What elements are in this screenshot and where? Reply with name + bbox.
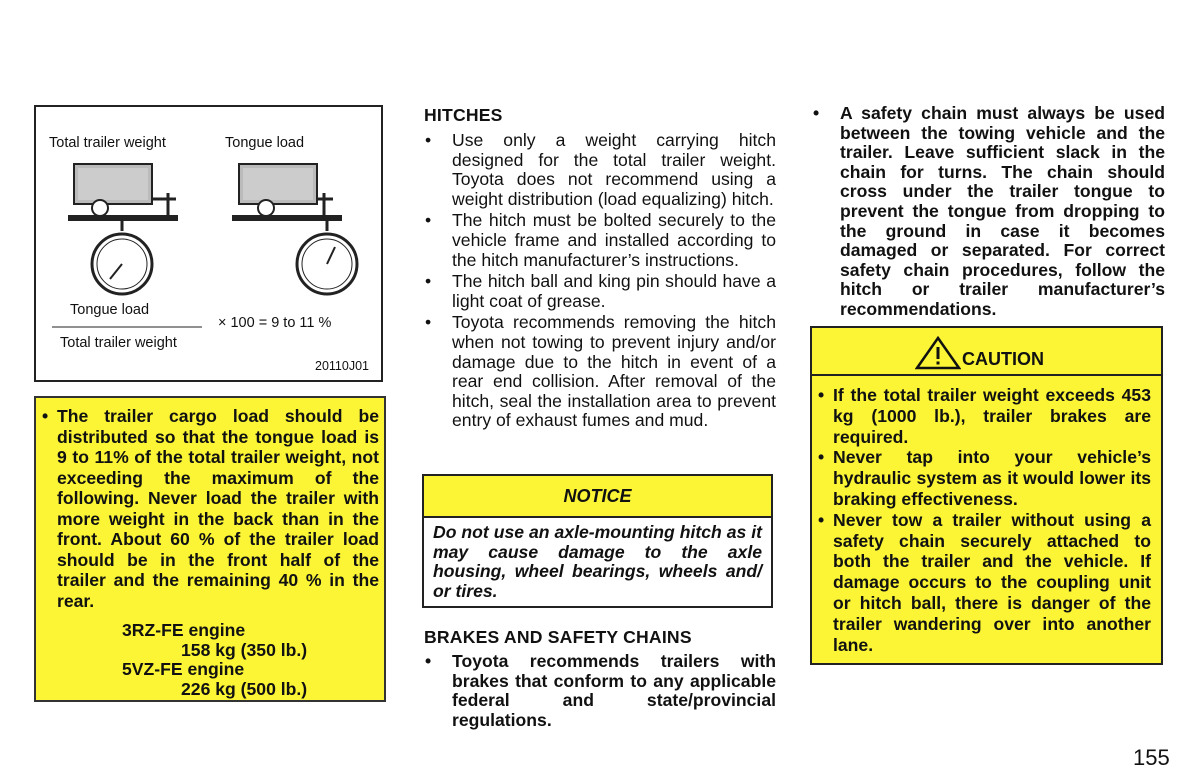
hitches-item-2: The hitch must be bolted securely to the vehicle frame and installed according to the hitch manufacturer’s instructions. [452, 210, 776, 270]
caution-header [812, 328, 1161, 376]
brakes-list [422, 652, 776, 730]
formula-numerator: Tongue load [70, 302, 150, 318]
hitches-item-4: Toyota recommends removing the hitch when not towing to prevent injury and/or damage due to the hitch in event of a rear end collision. After removal of the hitch, seal the installation area to prevent entry of exhaust fumes and mud. [452, 312, 776, 431]
hitches-item-3: The hitch ball and king pin should have a light coat of grease. [452, 271, 776, 311]
bullet: • [818, 509, 825, 530]
engine-2-value: 226 kg (500 lb.) [181, 679, 308, 699]
list-item [422, 272, 776, 311]
caution-box [810, 326, 1163, 665]
warning-triangle-icon [915, 336, 961, 370]
engine-1-name: 3RZ-FE engine [122, 620, 246, 640]
tongue-load-text: The trailer cargo load should be distributed so that the tongue load is 9 to 11% of the total trailer weight, not exceeding the maximum of the following. Never load the trailer with more weight in the back than in the front. About 60 % of the trailer load should be in the front half of the trailer and the remaining 40 % in the rear. [57, 406, 379, 611]
hitches-list [422, 131, 776, 431]
bullet: • [425, 130, 432, 150]
formula-denominator: Total trailer weight [60, 335, 177, 351]
bullet: • [818, 447, 825, 468]
list-item [818, 510, 1151, 656]
caution-body [812, 376, 1161, 655]
list-item [422, 652, 776, 730]
list-item [422, 211, 776, 270]
hitches-item-1: Use only a weight carrying hitch designed for the total trailer weight. Toyota does not recommend using a weight distribution (load equalizing) hitch. [452, 130, 776, 209]
bullet: • [425, 210, 432, 231]
bullet: • [818, 385, 825, 405]
caution-title: CAUTION [962, 349, 1044, 369]
safety-chain-text: A safety chain must always be used between the towing vehicle and the trailer. Leave sufficient slack in the chain for turns. The chain should cross under the trailer tongue to prevent the tongue from dropping to the ground in case it becomes damaged or separated. For correct safety chain procedures, follow the hitch or trailer manufacturer’s recommendations. [840, 103, 1165, 319]
list-item [422, 313, 776, 431]
figure-label-tongue-load: Tongue load [225, 135, 305, 151]
list-item [810, 104, 1165, 320]
bullet: • [425, 312, 432, 333]
figure-label-total-weight: Total trailer weight [49, 135, 166, 151]
brakes-heading: BRAKES AND SAFETY CHAINS [424, 627, 692, 647]
engine-1-value: 158 kg (350 lb.) [181, 640, 308, 660]
safety-chain-list [810, 104, 1165, 320]
page-number: 155 [1133, 745, 1170, 770]
trailer-weight-figure [34, 105, 383, 382]
list-item [818, 447, 1151, 509]
bullet: • [425, 271, 432, 292]
formula-multiplier: × 100 = 9 to 11 % [218, 315, 332, 331]
trailer-left-icon [68, 164, 178, 221]
tongue-load-note [34, 396, 386, 702]
bullet: • [813, 103, 820, 123]
scale-left-icon [92, 221, 152, 294]
brakes-item-1: Toyota recommends trailers with brakes that conform to any applicable federal and state/provincial regulations. [452, 651, 776, 730]
notice-box [422, 474, 773, 608]
bullet: • [42, 406, 49, 426]
trailer-right-icon [232, 164, 342, 221]
figure-code: 20110J01 [315, 359, 369, 373]
notice-text: Do not use an axle-mounting hitch as it may cause damage to the axle housing, wheel bearings, wheels and/ or tires. [433, 522, 762, 601]
engine-2-name: 5VZ-FE engine [122, 659, 245, 679]
bullet: • [425, 651, 432, 671]
list-item [422, 131, 776, 209]
hitches-heading: HITCHES [424, 105, 503, 125]
caution-item-3: Never tow a trailer without using a safety chain securely attached to both the trailer and the vehicle. If damage occurs to the coupling unit or hitch ball, there is danger of the trailer wandering over into another lane. [833, 509, 1151, 655]
notice-title: NOTICE [424, 476, 771, 518]
caution-item-1: If the total trailer weight exceeds 453 kg (1000 lb.), trailer brakes are required. [833, 385, 1151, 447]
caution-item-2: Never tap into your vehicle’s hydraulic system as it would lower its braking effectiveness. [833, 447, 1151, 509]
list-item [42, 406, 379, 611]
list-item [818, 385, 1151, 447]
scale-right-icon [297, 221, 357, 294]
